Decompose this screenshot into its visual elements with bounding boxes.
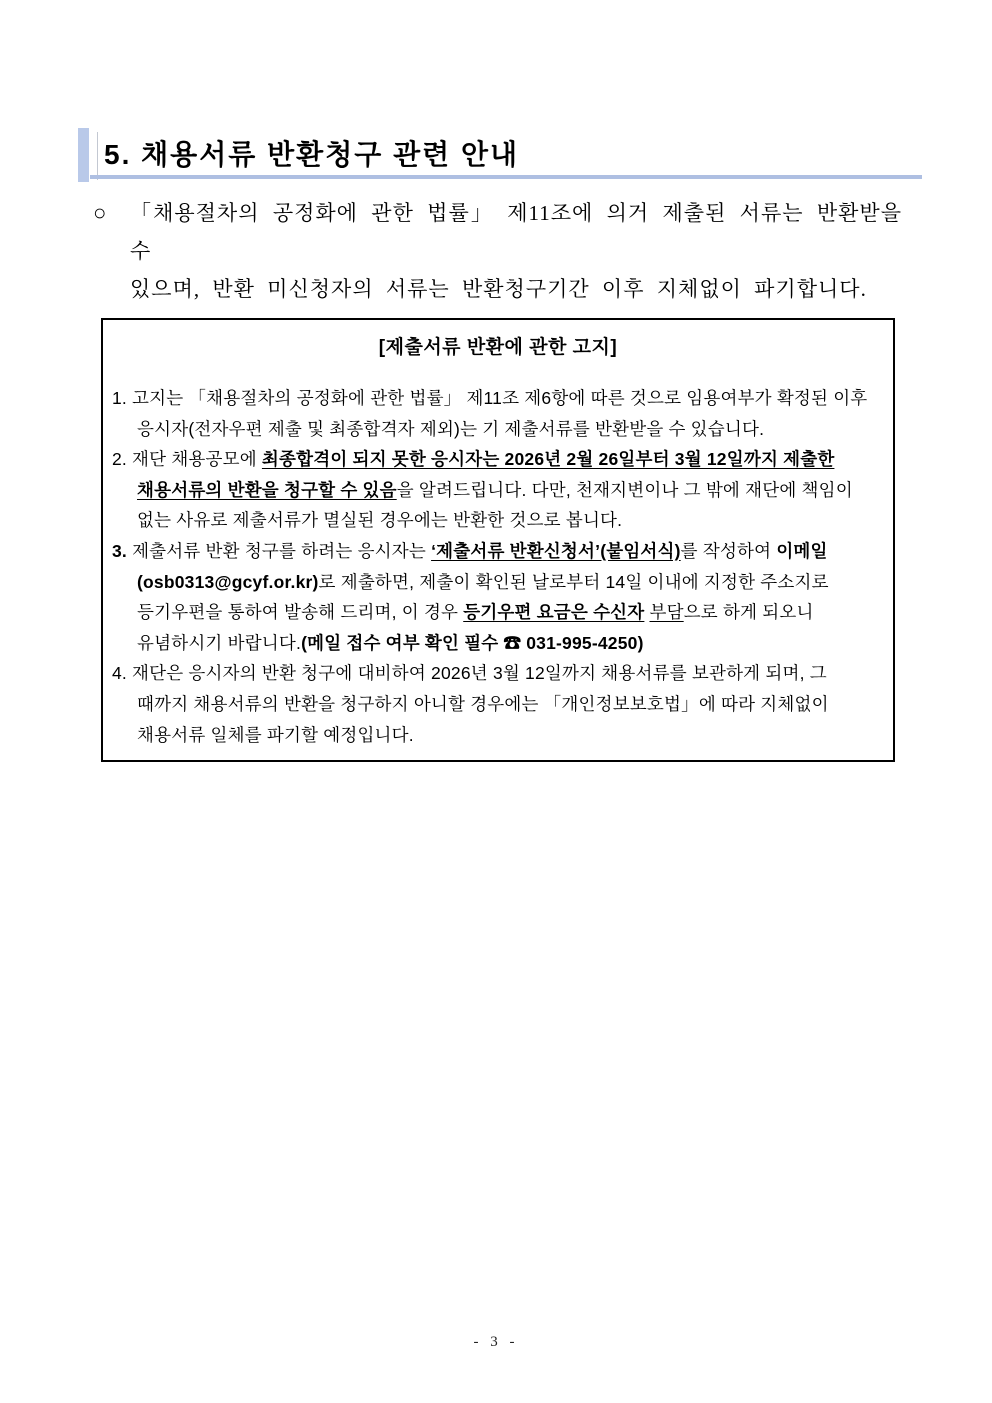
- intro-line-2: 수: [130, 239, 152, 263]
- circle-bullet: ○: [93, 200, 108, 225]
- notice-box: [101, 318, 895, 762]
- notice-box-title: [제출서류 반환에 관한 고지]: [378, 337, 618, 358]
- intro-line-1: 「채용절차의 공정화에 관한 법률」 제11조에 의거 제출된 서류는 반환받을: [130, 201, 902, 225]
- intro-lines: [130, 194, 902, 308]
- page-number: - 3 -: [473, 1334, 519, 1350]
- notice-item-2: 2. 재단 채용공모에 최종합격이 되지 못한 응시자는 2026년 2월 26일부터 3월 12일까지 제출한 채용서류의 반환을 청구할 수 있음을 알려드립니다. 다만, 천재지변이나 그 밖에 재단에 책임이 없는 사유로 제출서류가 멸실된 경우에는 반환한 것으로 봅니다.: [112, 449, 853, 531]
- heading-accent-bar: [78, 128, 89, 182]
- notice-item-4: 4. 재단은 응시자의 반환 청구에 대비하여 2026년 3월 12일까지 채용서류를 보관하게 되며, 그 때까지 채용서류의 반환을 청구하지 아니할 경우에는 「개인정보보호법」에 따라 지체없이 채용서류 일체를 파기할 예정입니다.: [112, 663, 829, 745]
- heading-divider-line: [97, 132, 98, 180]
- section-heading: 5. 채용서류 반환청구 관련 안내: [104, 139, 520, 170]
- heading-underline: [90, 175, 922, 179]
- intro-paragraph: [93, 194, 905, 308]
- intro-line-3: 있으며, 반환 미신청자의 서류는 반환청구기간 이후 지체없이 파기합니다.: [130, 277, 867, 301]
- notice-items: [112, 383, 881, 750]
- notice-item-3: 3. 제출서류 반환 청구를 하려는 응시자는 ‘제출서류 반환신청서’(붙임서식)를 작성하여 이메일(osb0313@gcyf.or.kr)로 제출하면, 제출이 확인된 날로부터 14일 이내에 지정한 주소지로 등기우편을 통하여 발송해 드리며, 이 경우 등기우편 요금은 수신자 부담으로 하게 되오니 유념하시기 바랍니다.(메일 접수 여부 확인 필수 ☎ 031-995-4250): [112, 540, 829, 653]
- notice-item-1: 1. 고지는 「채용절차의 공정화에 관한 법률」 제11조 제6항에 따른 것으로 임용여부가 확정된 이후 응시자(전자우편 제출 및 최종합격자 제외)는 기 제출서류를 반환받을 수 있습니다.: [112, 388, 868, 439]
